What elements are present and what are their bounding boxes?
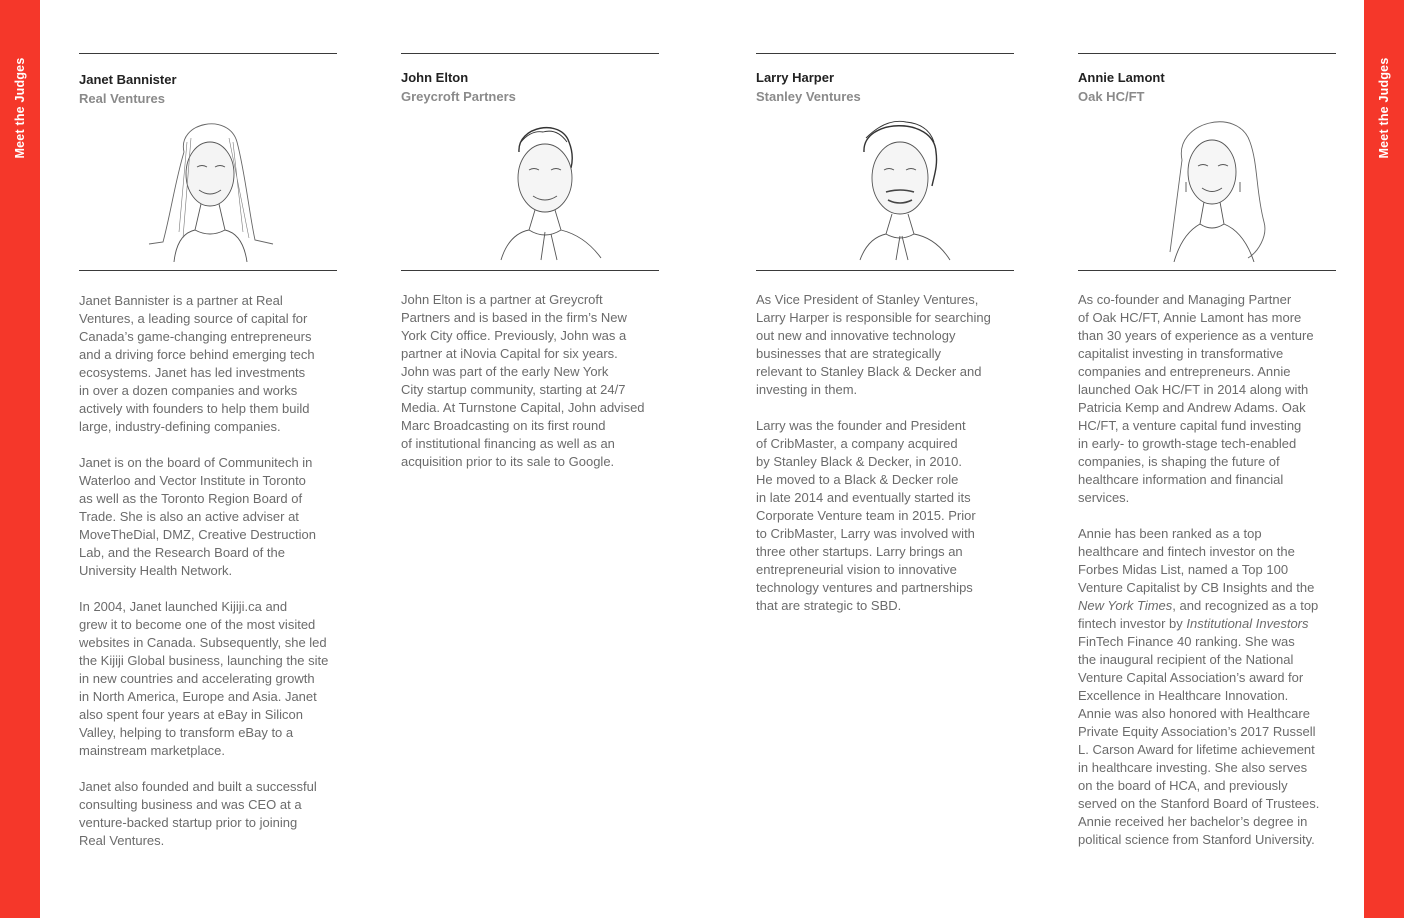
bio-paragraph: Larry was the founder and President of CribMaster, a company acquired by Stanley Black & Decker, in 2010. He moved to a Black & Decker role in late 2014 and eventually started its Corporate Venture team in 2015. Prior to CribMaster, Larry was involved with three other startups. Larry brings an entrepreneurial vision to innovative technology ventures and partnerships that are strategic to SBD. [756,418,976,613]
divider [756,270,1014,271]
judge-firm: Stanley Ventures [756,89,861,104]
left-side-bar [0,0,40,918]
bio-paragraph: Janet is on the board of Communitech in Waterloo and Vector Institute in Toronto as well as the Toronto Region Board of Trade. She is also an active adviser at MoveTheDial, DMZ, Creative Destruction Lab, and the Research Board of the University Health Network. [79,455,316,578]
judge-name: Annie Lamont [1078,70,1165,85]
bio-paragraph: As co-founder and Managing Partner of Oak HC/FT, Annie Lamont has more than 30 years of experience as a venture capitalist investing in transformative companies and entrepreneurs. Annie launched Oak HC/FT in 2014 along with Patricia Kemp and Andrew Adams. Oak HC/FT, a venture capital fund investing in early- to growth-stage tech-enabled companies, is shaping the future of healthcare information and financial services. [1078,292,1314,505]
bio-paragraph: In 2004, Janet launched Kijiji.ca and grew it to become one of the most visited websites in Canada. Subsequently, she led the Kijiji Global business, launching the site in new countries and accelerating growth in North America, Europe and Asia. Janet also spent four years at eBay in Silicon Valley, helping to transform eBay to a mainstream marketplace. [79,599,329,758]
divider [79,270,337,271]
judge-name: John Elton [401,70,469,85]
divider [1078,270,1336,271]
judge-firm: Greycroft Partners [401,89,516,104]
divider [401,53,659,54]
man-portrait-sketch-icon [756,112,1014,262]
judge-name: Larry Harper [756,70,835,85]
bio-paragraph: Annie has been ranked as a top healthcare and fintech investor on the Forbes Midas List, named a Top 100 Venture Capitalist by CB Insights and the New York Times, and recognized as a top fintech investor by Institutional Investors FinTech Finance 40 ranking. She was the inaugural recipient of the National Venture Capital Association’s award for Excellence in Healthcare Innovation. Annie was also honored with Healthcare Private Equity Association’s 2017 Russell L. Carson Award for lifetime achievement in healthcare investing. She also serves on the board of HCA, and previously served on the Stanford Board of Trustees. Annie received her bachelor’s degree in political science from Stanford University. [1078,526,1320,847]
man-portrait-sketch-icon [401,112,659,262]
judge-bio [79,292,341,868]
woman-portrait-sketch-icon [79,112,337,262]
side-label: Meet the Judges [1377,57,1391,159]
divider [1078,53,1336,54]
woman-portrait-sketch-icon [1078,112,1336,262]
right-side-bar [1364,0,1404,918]
judge-firm: Real Ventures [79,91,165,106]
judge-bio [401,291,663,489]
bio-paragraph: Janet Bannister is a partner at Real Ventures, a leading source of capital for Canada’s game-changing entrepreneurs and a driving force behind emerging tech ecosystems. Janet has led investments in over a dozen companies and works actively with founders to help them build large, industry-defining companies. [79,293,315,434]
judge-bio [756,291,1018,633]
side-label: Meet the Judges [13,57,27,159]
judge-firm: Oak HC/FT [1078,89,1145,104]
divider [756,53,1014,54]
judge-bio [1078,291,1340,867]
judge-name: Janet Bannister [79,72,177,87]
divider [79,53,337,54]
bio-paragraph: As Vice President of Stanley Ventures, Larry Harper is responsible for searching out new and innovative technology businesses that are strategically relevant to Stanley Black & Decker and investing in them. [756,292,991,397]
divider [401,270,659,271]
bio-paragraph: Janet also founded and built a successful consulting business and was CEO at a venture-backed startup prior to joining Real Ventures. [79,779,317,848]
bio-paragraph: John Elton is a partner at Greycroft Partners and is based in the firm’s New York City office. Previously, John was a partner at iNovia Capital for six years. John was part of the early New York City startup community, starting at 24/7 Media. At Turnstone Capital, John advised Marc Broadcasting on its first round of institutional financing as well as an acquisition prior to its sale to Google. [401,292,645,469]
